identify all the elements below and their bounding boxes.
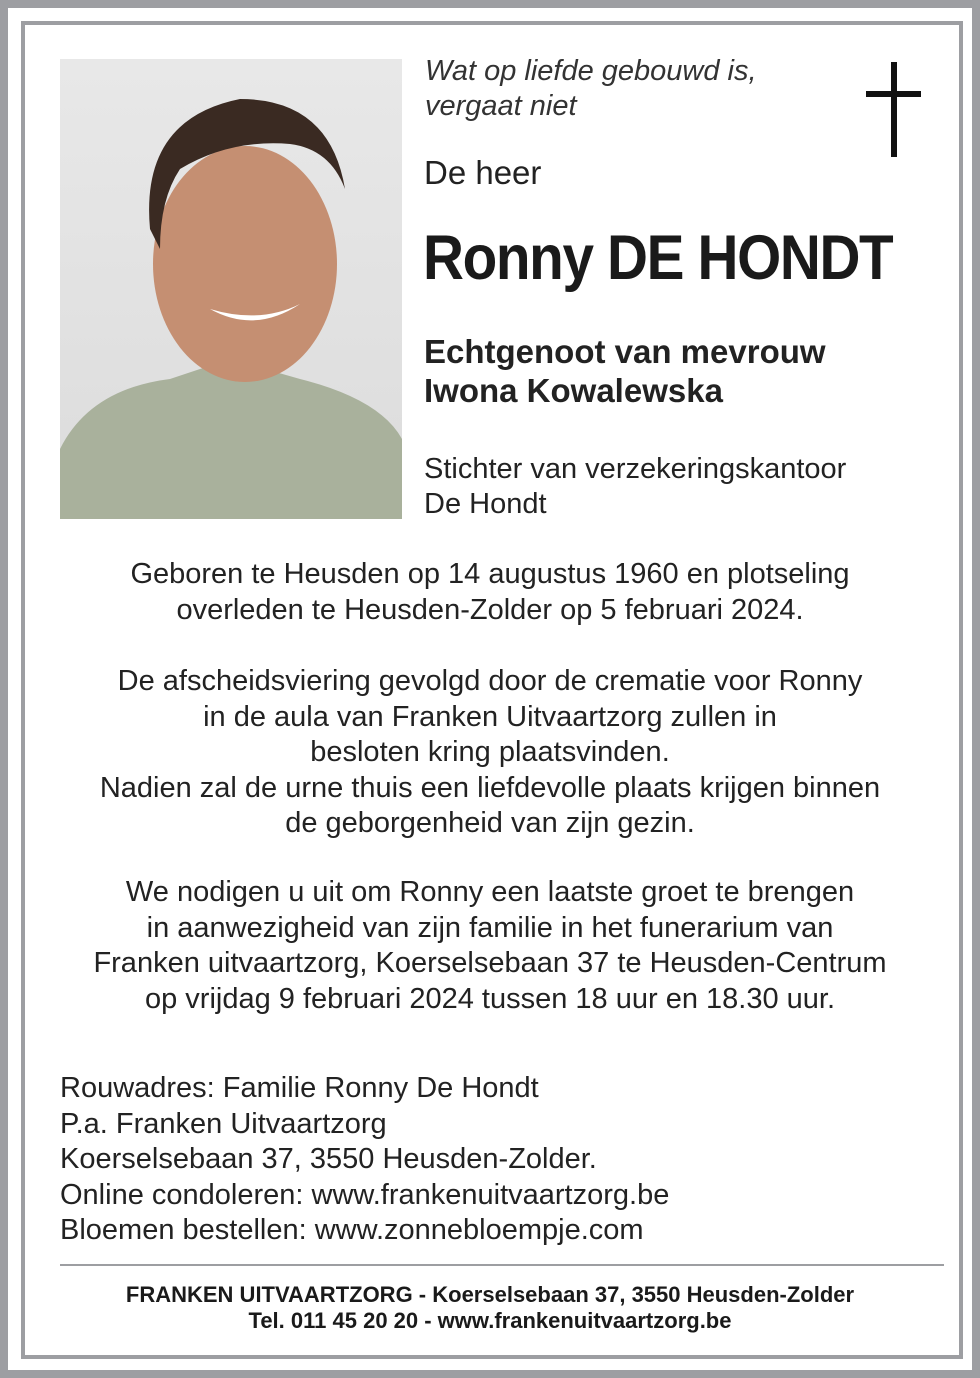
quote-line: Wat op liefde gebouwd is,	[425, 55, 757, 87]
birth-death-paragraph	[30, 557, 950, 628]
spouse-line: Echtgenoot van mevrouw	[424, 333, 826, 370]
flowers-link[interactable]: Bloemen bestellen: www.zonnebloempje.com	[60, 1214, 644, 1246]
spouse	[424, 332, 826, 410]
text-line: De afscheidsviering gevolgd door de crematie voor Ronny	[117, 665, 863, 697]
text-line: overleden te Heusden-Zolder op 5 februari 2024.	[176, 593, 804, 626]
text-line: Geboren te Heusden op 14 augustus 1960 en plotseling	[130, 558, 850, 590]
cross-icon-bar	[866, 91, 921, 97]
founder	[424, 452, 846, 522]
cross-icon	[891, 62, 897, 157]
text-line: Nadien zal de urne thuis een liefdevolle plaats krijgen binnen	[99, 771, 881, 804]
address-line: Koerselsebaan 37, 3550 Heusden-Zolder.	[60, 1143, 597, 1175]
quote	[425, 54, 757, 124]
deceased-name: Ronny DE HONDT	[423, 223, 893, 293]
text-line: de geborgenheid van zijn gezin.	[285, 807, 695, 839]
founder-line: De Hondt	[424, 488, 547, 520]
portrait-photo	[60, 59, 402, 519]
footer-line: Tel. 011 45 20 20 - www.frankenuitvaartzorg.be	[248, 1308, 732, 1333]
spouse-line: Iwona Kowalewska	[424, 372, 723, 409]
text-line: besloten kring plaatsvinden.	[310, 736, 670, 768]
footer	[30, 1282, 950, 1334]
ceremony-paragraph	[30, 664, 950, 842]
salutation: De heer	[424, 154, 542, 191]
quote-line: vergaat niet	[425, 90, 577, 122]
invitation-paragraph	[30, 875, 950, 1017]
text-line: op vrijdag 9 februari 2024 tussen 18 uur en 18.30 uur.	[144, 982, 836, 1015]
divider	[60, 1264, 944, 1266]
address-line: P.a. Franken Uitvaartzorg	[60, 1107, 387, 1140]
founder-line: Stichter van verzekeringskantoor	[424, 453, 847, 485]
footer-line: FRANKEN UITVAARTZORG - Koerselsebaan 37, 3550 Heusden-Zolder	[125, 1282, 855, 1307]
address-line: Rouwadres: Familie Ronny De Hondt	[60, 1072, 539, 1104]
address-block	[60, 1071, 669, 1249]
text-line: in de aula van Franken Uitvaartzorg zullen in	[203, 700, 777, 733]
text-line: We nodigen u uit om Ronny een laatste groet te brengen	[125, 876, 855, 908]
text-line: Franken uitvaartzorg, Koerselsebaan 37 te Heusden-Centrum	[93, 947, 887, 979]
condolence-link[interactable]: Online condoleren: www.frankenuitvaartzorg.be	[60, 1178, 670, 1211]
text-line: in aanwezigheid van zijn familie in het funerarium van	[146, 911, 834, 944]
